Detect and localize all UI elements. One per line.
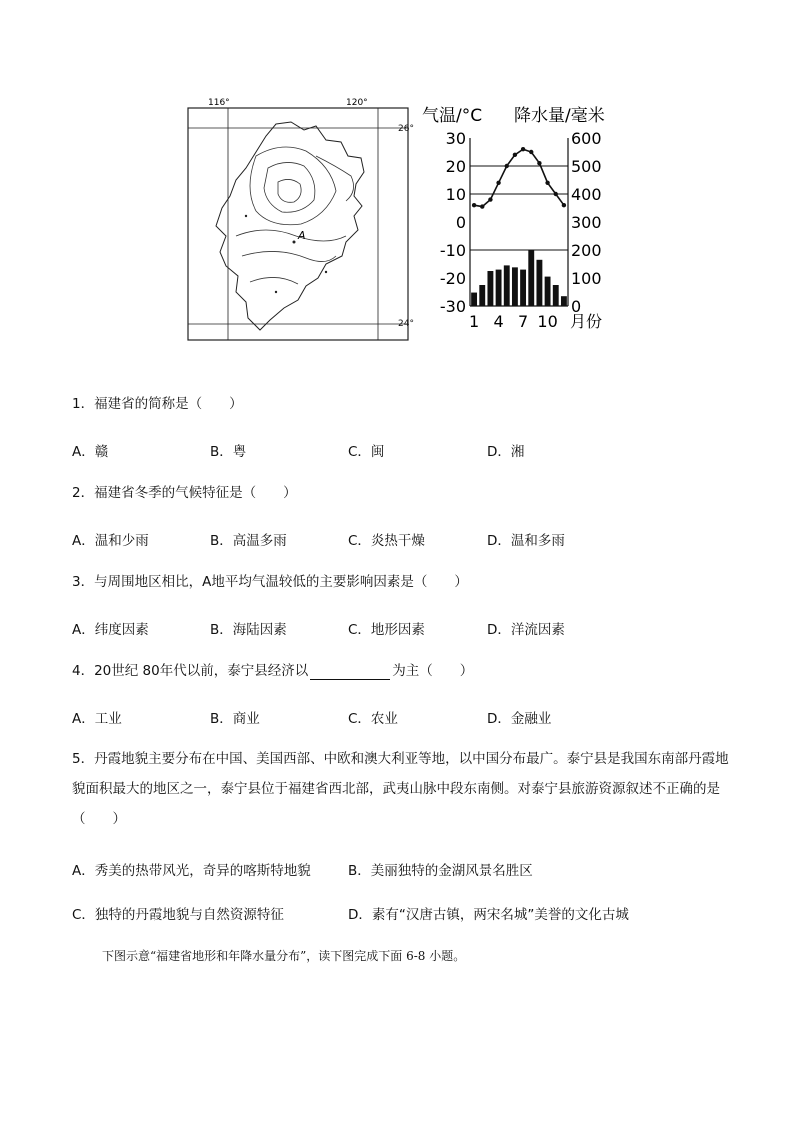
question-1: 1．福建省的简称是（ ） (72, 396, 243, 412)
temp-tick-label: 0 (455, 213, 466, 232)
precip-bar (520, 270, 526, 306)
temperature-point (480, 204, 484, 208)
q5-option-d[interactable]: D．素有“汉唐古镇，两宋名城”美誉的文化古城 (348, 907, 629, 923)
chart-right-title: 降水量/毫米 (514, 106, 605, 126)
temperature-point (545, 181, 549, 185)
precip-bar (487, 271, 493, 306)
temp-tick-label: -10 (439, 241, 466, 260)
q2-option-a[interactable]: A．温和少雨 (72, 533, 149, 549)
temperature-point (472, 203, 476, 207)
q1-option-d[interactable]: D．湘 (487, 444, 525, 460)
q4-option-a[interactable]: A．工业 (72, 711, 122, 727)
temperature-line (474, 149, 564, 206)
q3-option-b[interactable]: B．海陆因素 (210, 622, 287, 638)
temperature-point (505, 164, 509, 168)
precip-tick-label: 400 (571, 185, 602, 204)
precip-bar (512, 267, 518, 306)
chart-left-title: 气温/°C (422, 106, 483, 126)
q5-option-b[interactable]: B．美丽独特的金湖风景名胜区 (348, 863, 533, 879)
precip-bar (528, 250, 534, 306)
q1-option-c[interactable]: C．闽 (348, 444, 385, 460)
precip-bar (553, 285, 559, 306)
temperature-point (562, 203, 566, 207)
temperature-point (521, 147, 525, 151)
precip-bar (479, 285, 485, 306)
temperature-point (488, 197, 492, 201)
precip-tick-label: 0 (571, 297, 582, 316)
precip-bar (471, 293, 477, 306)
figure-caption: 下图示意“福建省地形和年降水量分布”，读下图完成下面 6-8 小题。 (102, 949, 466, 963)
q1-option-b[interactable]: B．粤 (210, 444, 247, 460)
question-4 (72, 662, 473, 680)
q4-option-b[interactable]: B．商业 (210, 711, 260, 727)
temp-tick-label: 20 (445, 157, 466, 176)
lat-label-26: 26° (398, 124, 414, 134)
temp-tick-label: -20 (439, 269, 466, 288)
month-tick-label: 4 (493, 312, 504, 331)
temperature-point (537, 161, 541, 165)
question-5: 5．丹霞地貌主要分布在中国、美国西部、中欧和澳大利亚等地，以中国分布最广。泰宁县是我国东南部丹霞地貌面积最大的地区之一，泰宁县位于福建省西北部，武夷山脉中段东南侧。对泰宁县旅游资源叙述不正确的是（ ） (72, 751, 729, 827)
precip-bar (504, 265, 510, 306)
q2-option-d[interactable]: D．温和多雨 (487, 533, 565, 549)
precip-bar (545, 277, 551, 306)
precip-tick-label: 100 (571, 269, 602, 288)
month-tick-label: 7 (517, 312, 529, 331)
climate-chart (418, 100, 626, 336)
temp-tick-label: 30 (445, 129, 466, 148)
q4-fill-blank[interactable] (310, 665, 390, 680)
q2-option-b[interactable]: B．高温多雨 (210, 533, 287, 549)
fujian-contour-map (186, 96, 410, 344)
precip-tick-label: 200 (571, 241, 602, 260)
month-tick-label: 1 (468, 312, 480, 331)
q4-option-d[interactable]: D．金融业 (487, 711, 552, 727)
temperature-point (513, 153, 517, 157)
question-3: 3．与周围地区相比，A地平均气温较低的主要影响因素是（ ） (72, 574, 468, 590)
q1-option-a[interactable]: A．赣 (72, 444, 109, 460)
q5-option-a[interactable]: A．秀美的热带风光，奇异的喀斯特地貌 (72, 863, 311, 879)
precip-bar (496, 270, 502, 306)
precip-tick-label: 300 (571, 213, 602, 232)
month-tick-label: 10 (537, 312, 558, 331)
temperature-point (529, 150, 533, 154)
lat-label-24: 24° (398, 319, 414, 329)
q5-option-c[interactable]: C．独特的丹霞地貌与自然资源特征 (72, 907, 284, 923)
temp-tick-label: 10 (445, 185, 466, 204)
question-2: 2．福建省冬季的气候特征是（ ） (72, 485, 297, 501)
x-axis-unit: 月份 (570, 312, 603, 331)
q2-option-c[interactable]: C．炎热干燥 (348, 533, 425, 549)
temperature-point (496, 181, 500, 185)
lon-label-120: 120° (346, 98, 368, 108)
map-label-a: A (298, 229, 306, 242)
precip-bar (536, 260, 542, 306)
q4-option-c[interactable]: C．农业 (348, 711, 398, 727)
q4-text-after: 为主（ ） (392, 663, 474, 679)
precip-tick-label: 500 (571, 157, 602, 176)
q3-option-c[interactable]: C．地形因素 (348, 622, 425, 638)
temp-tick-label: -30 (439, 297, 466, 316)
precip-tick-label: 600 (571, 129, 602, 148)
q3-option-a[interactable]: A．纬度因素 (72, 622, 149, 638)
q4-text-before: 4．20世纪 80年代以前，泰宁县经济以 (72, 663, 309, 679)
precip-bar (561, 296, 567, 306)
q3-option-d[interactable]: D．洋流因素 (487, 622, 565, 638)
lon-label-116: 116° (208, 98, 230, 108)
temperature-point (554, 192, 558, 196)
